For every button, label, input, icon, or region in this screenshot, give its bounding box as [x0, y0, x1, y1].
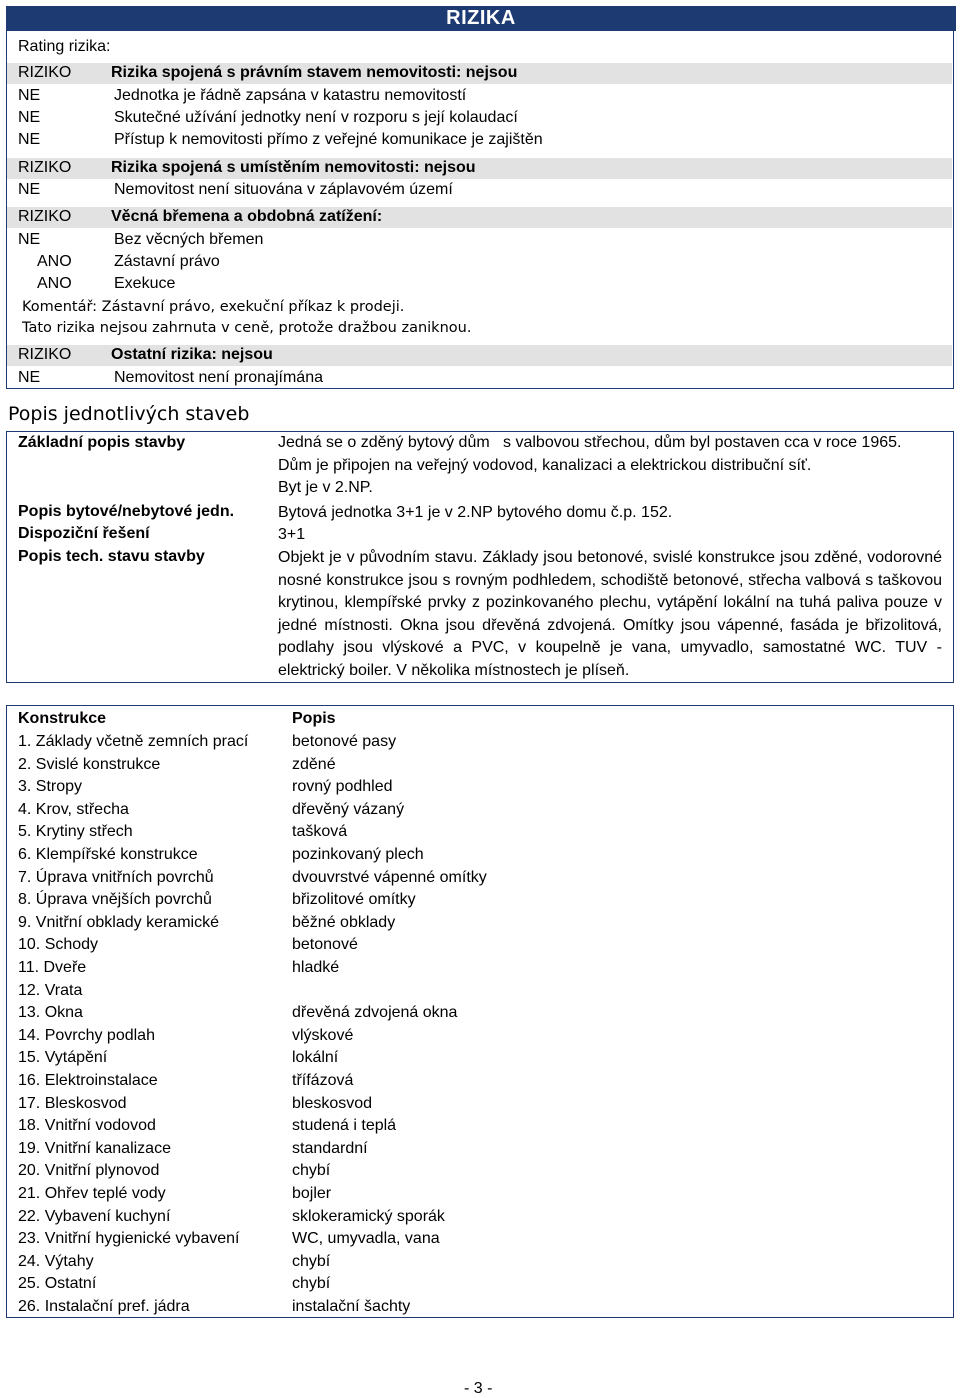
risk-key: NE [18, 131, 41, 148]
construction-item-description: betonové [292, 936, 358, 954]
construction-item-description: instalační šachty [292, 1298, 411, 1315]
risk-key: NE [18, 231, 41, 248]
risk-row [7, 230, 952, 251]
construction-item-description: běžné obklady [292, 913, 396, 931]
risk-other-key: RIZIKO [18, 346, 72, 363]
risk-key: RIZIKO [18, 64, 72, 81]
construction-item: 21. Ohřev teplé vody [18, 1185, 166, 1202]
construction-item: 17. Bleskosvod [18, 1094, 127, 1112]
tech-condition-label: Popis tech. stavu stavby [18, 548, 205, 565]
risk-text: Věcná břemena a obdobná zatížení: [111, 208, 383, 225]
risk-key: RIZIKO [18, 159, 72, 176]
construction-item: 9. Vnitřní obklady keramické [18, 913, 219, 931]
risk-row [7, 130, 952, 151]
construction-item-description: dřevěná zdvojená okna [292, 1004, 458, 1022]
risk-row [7, 252, 952, 273]
construction-item: 11. Dveře [18, 959, 87, 976]
construction-item: 16. Elektroinstalace [18, 1072, 158, 1089]
risk-row [7, 274, 952, 295]
construction-item-description: třífázová [292, 1072, 354, 1089]
construction-item: 2. Svislé konstrukce [18, 755, 161, 773]
comment-line: Tato rizika nejsou zahrnuta v ceně, protože dražbou zaniknou. [22, 320, 472, 336]
tech-condition-value: Objekt je v původním stavu. Základy jsou betonové, svislé konstrukce jsou zděné, vodorovné nosné konstrukce jsou s rovným podhledem, schodiště betonové, střecha valbová s taškovou krytinou, klempířské prvky z pozinkovaného plechu, vytápění lokální na tuhá paliva pouze v jedné místnosti. Okna jsou dřevěná zdvojená. Omítky jsou vápenné, fasáda je břizolitová, podlahy jsou vlýskové a PVC, v koupelně je vana, umyvadlo, samostatné WC. TUV - elektrický boiler. V několika místnostech je plíseň. [278, 549, 942, 679]
construction-box [6, 705, 954, 1318]
risk-key: RIZIKO [18, 208, 72, 225]
construction-header: Konstrukce [18, 710, 107, 727]
layout-label: Dispoziční řešení [18, 525, 150, 542]
construction-item-description: rovný podhled [292, 778, 393, 796]
construction-item: 1. Základy včetně zemních prací [18, 733, 249, 750]
construction-item-description: hladké [292, 959, 340, 976]
construction-item: 20. Vnitřní plynovod [18, 1162, 160, 1180]
construction-item: 22. Vybavení kuchyní [18, 1207, 171, 1225]
risk-text: Přístup k nemovitosti přímo z veřejné komunikace je zajištěn [114, 131, 543, 148]
risk-text: Exekuce [114, 275, 176, 292]
layout-value: 3+1 [278, 526, 306, 543]
risk-key: NE [18, 87, 41, 104]
construction-item: 26. Instalační pref. jádra [18, 1298, 190, 1315]
construction-item: 7. Úprava vnitřních povrchů [18, 868, 214, 886]
risk-row [7, 158, 952, 179]
construction-item: 15. Vytápění [18, 1049, 108, 1067]
construction-item: 25. Ostatní [18, 1275, 97, 1293]
risk-other-text: Ostatní rizika: nejsou [111, 346, 273, 363]
construction-item-description: dřevěný vázaný [292, 800, 405, 818]
risk-other-text: Nemovitost není pronajímána [114, 369, 323, 386]
risk-text: Bez věcných břemen [114, 231, 264, 248]
risk-other-key: NE [18, 369, 41, 386]
basic-description-label: Základní popis stavby [18, 434, 186, 451]
construction-item: 19. Vnitřní kanalizace [18, 1139, 171, 1157]
construction-item: 3. Stropy [18, 778, 83, 796]
construction-item-description: betonové pasy [292, 733, 397, 750]
construction-item-description: zděné [292, 755, 336, 773]
risk-other-row [7, 345, 952, 366]
section-header-title: RIZIKA [446, 7, 516, 29]
risk-row [7, 63, 952, 84]
risk-text: Zástavní právo [114, 253, 220, 270]
construction-item: 24. Výtahy [18, 1252, 94, 1270]
unit-description-label: Popis bytové/nebytové jedn. [18, 503, 235, 520]
construction-item: 13. Okna [18, 1004, 83, 1022]
construction-item: 10. Schody [18, 936, 99, 954]
construction-item-description: pozinkovaný plech [292, 846, 424, 863]
risk-text: Nemovitost není situována v záplavovém území [114, 181, 453, 198]
rating-label: Rating rizika: [18, 38, 111, 55]
description-header: Popis [292, 710, 336, 727]
construction-item-description: dvouvrstvé vápenné omítky [292, 868, 487, 886]
risk-text: Jednotka je řádně zapsána v katastru nemovitostí [114, 87, 467, 104]
header-bar [6, 6, 956, 31]
construction-item-description: vlýskové [292, 1026, 354, 1044]
construction-item-description: standardní [292, 1139, 368, 1157]
section-title: Popis jednotlivých staveb [8, 403, 250, 425]
construction-item: 8. Úprava vnějších povrchů [18, 891, 212, 909]
construction-item-description: chybí [292, 1252, 331, 1270]
construction-item-description: WC, umyvadla, vana [292, 1230, 440, 1248]
construction-item: 6. Klempířské konstrukce [18, 846, 198, 863]
construction-item-description: sklokeramický sporák [292, 1207, 445, 1225]
construction-item-description: bleskosvod [292, 1094, 373, 1112]
risk-text: Rizika spojená s právním stavem nemovitosti: nejsou [111, 64, 518, 81]
risk-key: ANO [37, 253, 72, 270]
construction-item-description: chybí [292, 1275, 331, 1293]
basic-description-line: Jedná se o zděný bytový dům s valbovou střechou, dům byl postaven cca v roce 1965. [278, 434, 902, 451]
unit-description-value: Bytová jednotka 3+1 je v 2.NP bytového domu č.p. 152. [278, 504, 673, 521]
comment-line: Komentář: Zástavní právo, exekuční příkaz k prodeji. [22, 299, 405, 315]
risk-row [7, 86, 952, 107]
risk-key: NE [18, 181, 41, 198]
construction-item-description: chybí [292, 1162, 331, 1180]
construction-item-description: lokální [292, 1049, 339, 1067]
risk-text: Rizika spojená s umístěním nemovitosti: nejsou [111, 159, 476, 176]
construction-item: 23. Vnitřní hygienické vybavení [18, 1230, 240, 1248]
risk-row [7, 207, 952, 228]
construction-item: 12. Vrata [18, 981, 83, 999]
page-number: - 3 - [464, 1380, 493, 1397]
construction-item: 4. Krov, střecha [18, 800, 129, 818]
construction-item: 14. Povrchy podlah [18, 1026, 155, 1044]
construction-item: 18. Vnitřní vodovod [18, 1117, 156, 1135]
basic-description-line: Byt je v 2.NP. [278, 479, 373, 496]
construction-item-description: břizolitové omítky [292, 891, 416, 909]
construction-item-description: tašková [292, 823, 348, 841]
risk-key: NE [18, 109, 41, 126]
construction-item: 5. Krytiny střech [18, 823, 133, 841]
construction-item-description: studená i teplá [292, 1117, 397, 1135]
risk-key: ANO [37, 275, 72, 292]
basic-description-line: Dům je připojen na veřejný vodovod, kanalizaci a elektrickou distribuční síť. [278, 457, 812, 474]
risk-text: Skutečné užívání jednotky není v rozporu s její kolaudací [114, 109, 518, 126]
construction-item-description: bojler [292, 1185, 332, 1202]
risk-row [7, 108, 952, 129]
risk-other-row [7, 368, 952, 389]
risk-row [7, 180, 952, 201]
